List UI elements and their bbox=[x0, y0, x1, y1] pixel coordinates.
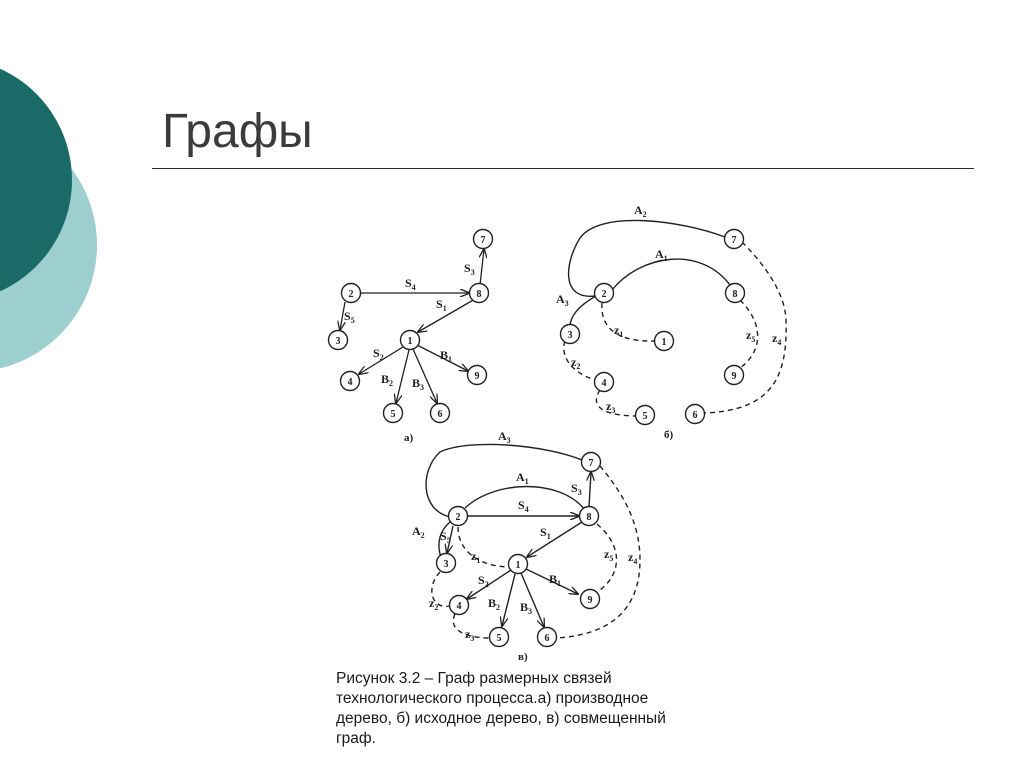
edge-label-z2: $z_2$ bbox=[429, 596, 439, 612]
node bbox=[636, 406, 655, 425]
edge-label-s4: $S_4$ bbox=[518, 498, 529, 514]
panel-c-edge-labels bbox=[412, 429, 637, 643]
svg-text:2: 2 bbox=[455, 512, 461, 523]
edge-label-s4: $S_4$ bbox=[405, 276, 416, 292]
edge-label-b2: $B_2$ bbox=[488, 596, 501, 612]
svg-text:9: 9 bbox=[731, 371, 737, 382]
node bbox=[582, 453, 601, 472]
edge-1-4 bbox=[467, 570, 511, 599]
caption-line: дерево, б) исходное дерево, в) совмещенный bbox=[336, 710, 666, 727]
node bbox=[468, 366, 487, 385]
edge-1-5 bbox=[396, 350, 409, 403]
node bbox=[431, 404, 450, 423]
edge-label-b1: $B_1$ bbox=[549, 572, 562, 588]
svg-text:2: 2 bbox=[348, 289, 354, 300]
edge-8-7 bbox=[589, 472, 591, 507]
edge-label-z3: $z_3$ bbox=[606, 399, 616, 415]
svg-text:4: 4 bbox=[601, 378, 607, 389]
edge-z1 bbox=[458, 527, 508, 567]
svg-text:3: 3 bbox=[567, 330, 573, 341]
svg-text:8: 8 bbox=[732, 289, 738, 300]
edge-label-z4: $z_4$ bbox=[628, 550, 638, 566]
node bbox=[725, 230, 744, 249]
svg-text:9: 9 bbox=[474, 371, 480, 382]
svg-text:6: 6 bbox=[544, 633, 550, 644]
edge-label-s2: $S_2$ bbox=[373, 346, 384, 362]
svg-text:3: 3 bbox=[335, 336, 341, 347]
node bbox=[538, 628, 557, 647]
edge-label-b3: $B_3$ bbox=[520, 600, 533, 616]
panel-a-edge-labels bbox=[344, 261, 475, 392]
svg-text:7: 7 bbox=[588, 458, 594, 469]
node bbox=[725, 366, 744, 385]
node bbox=[686, 405, 705, 424]
node bbox=[726, 284, 745, 303]
svg-text:9: 9 bbox=[587, 595, 593, 606]
svg-text:1: 1 bbox=[407, 336, 413, 347]
svg-text:3: 3 bbox=[443, 559, 449, 570]
svg-text:4: 4 bbox=[456, 601, 462, 612]
node bbox=[595, 373, 614, 392]
edge-z3 bbox=[596, 390, 635, 416]
edge-label-z5: $z_5$ bbox=[604, 547, 614, 563]
edge-label-a1: $A_1$ bbox=[655, 247, 668, 263]
edge-z1 bbox=[602, 303, 655, 341]
edge-z2 bbox=[564, 341, 595, 380]
node bbox=[509, 555, 528, 574]
edge-label-s3: $S_3$ bbox=[464, 261, 475, 277]
caption-line: Рисунок 3.2 – Граф размерных связей bbox=[336, 670, 612, 687]
svg-text:8: 8 bbox=[476, 289, 482, 300]
node bbox=[401, 331, 420, 350]
node bbox=[655, 332, 674, 351]
edge-label-s1: $S_1$ bbox=[540, 525, 551, 541]
edge-label-b1: $B_1$ bbox=[440, 348, 453, 364]
node bbox=[450, 596, 469, 615]
edge-label-z4: $z_4$ bbox=[772, 331, 782, 347]
edge-a2 bbox=[569, 220, 725, 296]
node bbox=[581, 590, 600, 609]
edge-8-1 bbox=[527, 522, 582, 557]
svg-text:4: 4 bbox=[347, 377, 353, 388]
edge-label-z2: $z_2$ bbox=[571, 355, 581, 371]
edge-label-a2: $A_2$ bbox=[412, 524, 425, 540]
panel-label-a: а) bbox=[404, 432, 414, 444]
edge-label-s2: $S_2$ bbox=[478, 573, 489, 589]
panel-label-b: б) bbox=[664, 429, 674, 441]
svg-text:7: 7 bbox=[480, 235, 486, 246]
slide-title: Графы bbox=[162, 105, 313, 158]
edge-label-s5: $S_5$ bbox=[440, 529, 451, 545]
svg-text:2: 2 bbox=[601, 289, 607, 300]
edge-label-a1: $A_1$ bbox=[516, 470, 529, 486]
node bbox=[449, 507, 468, 526]
node bbox=[474, 230, 493, 249]
edge-label-b3: $B_3$ bbox=[412, 376, 425, 392]
edge-label-a3: $A_3$ bbox=[556, 292, 569, 308]
svg-text:5: 5 bbox=[390, 409, 396, 420]
edge-label-z3: $z_3$ bbox=[465, 627, 475, 643]
edge-z2 bbox=[432, 572, 450, 606]
panel-label-c: в) bbox=[518, 651, 528, 663]
edge-label-z1: $z_1$ bbox=[614, 323, 624, 339]
node bbox=[341, 372, 360, 391]
edge-label-s5: $S_5$ bbox=[344, 309, 355, 325]
svg-text:5: 5 bbox=[496, 633, 502, 644]
edge-label-z5: $z_5$ bbox=[746, 328, 756, 344]
edge-a3 bbox=[570, 296, 596, 327]
svg-text:1: 1 bbox=[661, 337, 667, 348]
edge-a3 bbox=[426, 444, 582, 517]
edge-label-s3: $S_3$ bbox=[571, 481, 582, 497]
caption-line: граф. bbox=[336, 730, 376, 747]
edge-a1 bbox=[612, 259, 730, 290]
svg-text:1: 1 bbox=[515, 560, 521, 571]
edge-label-s1: $S_1$ bbox=[436, 297, 447, 313]
node bbox=[595, 284, 614, 303]
svg-text:6: 6 bbox=[692, 410, 698, 421]
svg-text:5: 5 bbox=[642, 411, 648, 422]
node bbox=[342, 284, 361, 303]
edge-label-a2: $A_2$ bbox=[634, 203, 647, 219]
node bbox=[490, 628, 509, 647]
edge-label-a3: $A_3$ bbox=[498, 429, 511, 445]
node bbox=[437, 554, 456, 573]
edge-1-5 bbox=[502, 574, 515, 626]
edge-label-z1: $z_1$ bbox=[471, 549, 481, 565]
panel-b-nodes bbox=[561, 230, 745, 425]
svg-text:7: 7 bbox=[731, 235, 737, 246]
node bbox=[329, 331, 348, 350]
edge-label-b2: $B_2$ bbox=[381, 372, 394, 388]
svg-text:8: 8 bbox=[586, 512, 592, 523]
panel-a-nodes bbox=[329, 230, 493, 423]
node bbox=[384, 404, 403, 423]
caption-line: технологического процесса.а) производное bbox=[336, 690, 649, 707]
svg-text:6: 6 bbox=[437, 409, 443, 420]
node bbox=[580, 507, 599, 526]
node bbox=[561, 325, 580, 344]
node bbox=[470, 284, 489, 303]
figure-caption bbox=[336, 669, 756, 749]
